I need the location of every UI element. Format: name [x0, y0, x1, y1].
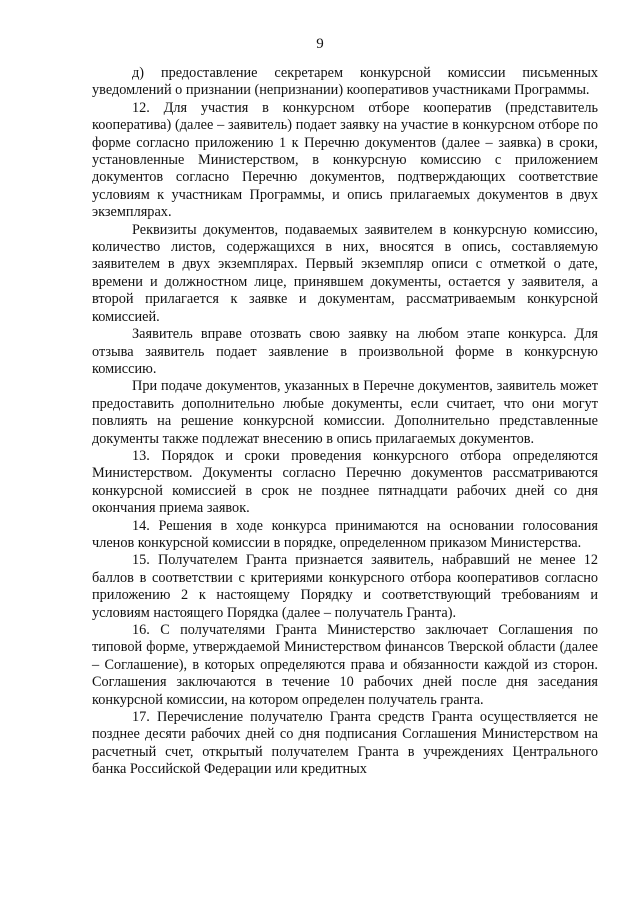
- document-body: [92, 65, 598, 779]
- page-number: 9: [316, 36, 324, 52]
- paragraph-item-d: д) предоставление секретарем конкурсной комиссии письменных уведомлений о признании (непризнании) кооперативов участниками Программы.: [92, 65, 598, 99]
- paragraph-14: 14. Решения в ходе конкурса принимаются на основании голосования членов конкурсной комиссии в порядке, определенном приказом Министерства.: [92, 517, 598, 551]
- paragraph-requisites: Реквизиты документов, подаваемых заявителем в конкурсную комиссию, количество листов, содержащихся в них, вносятся в опись, составляемую заявителем в двух экземплярах. Первый экземпляр описи с отметкой о дате, времени и должностном лице, принявшем документы, остается у заявителя, а второй прилагается к заявке и документам, рассматриваемым конкурсной комиссией.: [92, 221, 598, 325]
- paragraph-additional-documents: При подаче документов, указанных в Перечне документов, заявитель может предоставить дополнительно любые документы, если считает, что они могут повлиять на решение конкурсной комиссии. Дополнительно представленные документы также подлежат внесению в опись прилагаемых документов.: [92, 378, 598, 447]
- paragraph-12: 12. Для участия в конкурсном отборе кооператив (представитель кооператива) (далее – заявитель) подает заявку на участие в конкурсном отборе по форме согласно приложению 1 к Перечню документов (далее – заявка) в сроки, установленные Министерством, в конкурсную комиссию с приложением документов согласно Перечню документов, подтверждающих соответствие условиям к участникам Программы, и опись прилагаемых документов в двух экземплярах.: [92, 99, 598, 221]
- paragraph-16: 16. С получателями Гранта Министерство заключает Соглашения по типовой форме, утверждаемой Министерством финансов Тверской области (далее – Соглашение), в которых определяются права и обязанности каждой из сторон. Соглашения заключаются в течение 10 рабочих дней после дня заседания конкурсной комиссии, на котором определен получатель гранта.: [92, 622, 598, 708]
- paragraph-13: 13. Порядок и сроки проведения конкурсного отбора определяются Министерством. Документы согласно Перечню документов рассматриваются конкурсной комиссией в срок не позднее пятнадцати рабочих дней со дня окончания приема заявок.: [92, 447, 598, 517]
- paragraph-15: 15. Получателем Гранта признается заявитель, набравший не менее 12 баллов в соответствии с критериями конкурсного отбора кооперативов согласно приложению 2 к настоящему Порядку и соответствующий требованиям и условиям настоящего Порядка (далее – получатель Гранта).: [92, 552, 598, 621]
- paragraph-withdrawal: Заявитель вправе отозвать свою заявку на любом этапе конкурса. Для отзыва заявитель подает заявление в произвольной форме в конкурсную комиссию.: [92, 326, 598, 377]
- paragraph-17: 17. Перечисление получателю Гранта средств Гранта осуществляется не позднее десяти рабочих дней со дня подписания Соглашения Министерством на расчетный счет, открытый получателем Гранта в учреждениях Центрального банка Российской Федерации или кредитных: [92, 709, 598, 778]
